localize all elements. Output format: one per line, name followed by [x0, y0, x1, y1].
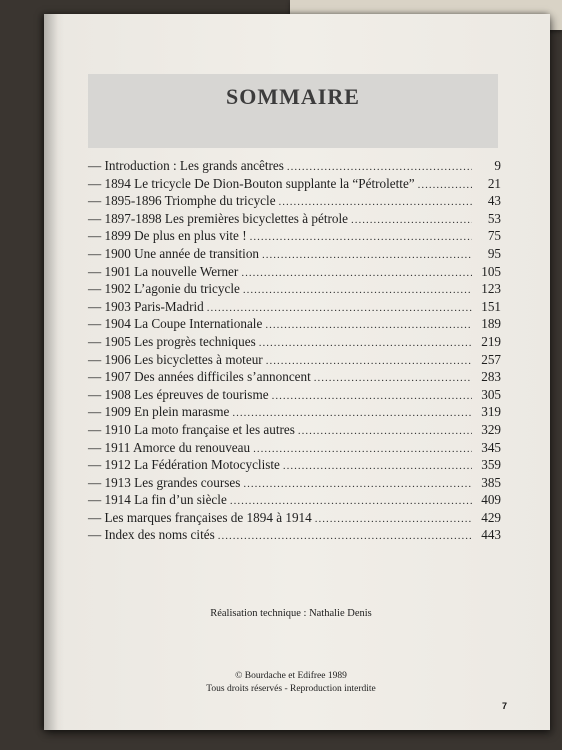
toc-entry-page: 21 — [487, 175, 501, 191]
page-title: SOMMAIRE — [226, 84, 360, 109]
toc-leader-dots — [315, 513, 472, 525]
toc-entry-page: 329 — [481, 421, 501, 437]
toc-entry-label: — 1911 Amorce du renouveau — [88, 439, 251, 455]
toc-leader-dots — [241, 267, 472, 279]
toc-entry-label: — 1914 La fin d’un siècle — [88, 492, 227, 508]
toc-entry-label: — 1904 La Coupe Internationale — [88, 316, 263, 332]
toc-entry-label: — 1907 Des années difficiles s’annoncent — [88, 369, 311, 385]
toc-leader-dots — [351, 214, 472, 226]
toc-leader-dots — [272, 390, 472, 402]
toc-entry — [88, 211, 501, 229]
rights-line: Tous droits réservés - Reproduction interdite — [206, 684, 376, 694]
toc-entry-label: — Les marques françaises de 1894 à 1914 — [88, 509, 312, 525]
toc-leader-dots — [287, 161, 472, 173]
toc-entry — [88, 316, 501, 334]
toc-entry-page: 283 — [481, 369, 501, 385]
page-number: 7 — [501, 701, 507, 711]
toc-entry — [88, 457, 501, 475]
toc-entry-page: 359 — [481, 457, 501, 473]
toc-leader-dots — [262, 249, 472, 261]
toc-entry — [88, 228, 501, 246]
toc-entry-page: 305 — [481, 386, 501, 402]
toc-entry — [88, 404, 501, 422]
toc-entry-page: 151 — [481, 298, 501, 314]
toc-entry-label: — 1912 La Fédération Motocycliste — [88, 457, 280, 473]
toc-entry-page: 257 — [481, 351, 501, 367]
toc-leader-dots — [259, 337, 472, 349]
toc-leader-dots — [283, 460, 472, 472]
copyright-line: © Bourdache et Edifree 1989 — [235, 671, 347, 681]
toc-leader-dots — [230, 495, 472, 507]
toc-leader-dots — [265, 319, 472, 331]
toc-leader-dots — [232, 407, 472, 419]
toc-leader-dots — [243, 478, 472, 490]
toc-entry — [88, 510, 501, 528]
toc-entry-label: — Introduction : Les grands ancêtres — [88, 158, 284, 173]
toc-entry — [88, 334, 501, 352]
credits: Réalisation technique : Nathalie Denis — [210, 608, 372, 619]
toc-leader-dots — [418, 179, 472, 191]
toc-entry — [88, 475, 501, 493]
toc-leader-dots — [250, 231, 472, 243]
toc-entry-page: 105 — [481, 263, 501, 279]
toc-entry-page: 95 — [487, 245, 501, 261]
toc-entry — [88, 246, 501, 264]
toc-entry-page: 443 — [481, 527, 501, 543]
toc-entry-page: 429 — [481, 509, 501, 525]
toc-leader-dots — [314, 372, 472, 384]
toc-entry-label: — 1897-1898 Les premières bicyclettes à pétrole — [88, 210, 348, 226]
toc-entry — [88, 369, 501, 387]
toc-entry — [88, 193, 501, 211]
toc-entry-page: 75 — [487, 228, 501, 244]
toc-entry-page: 43 — [487, 193, 501, 209]
toc-leader-dots — [243, 284, 472, 296]
toc-entry — [88, 299, 501, 317]
toc-leader-dots — [253, 443, 472, 455]
toc-entry-page: 409 — [481, 492, 501, 508]
toc-entry-label: — 1906 Les bicyclettes à moteur — [88, 351, 263, 367]
toc-entry-label: — 1905 Les progrès techniques — [88, 333, 256, 349]
toc-entry-label: — 1913 Les grandes courses — [88, 474, 241, 490]
toc-entry-label: — 1902 L’agonie du tricycle — [88, 281, 240, 297]
toc-entry-page: 9 — [494, 158, 501, 173]
toc-entry-page: 345 — [481, 439, 501, 455]
toc-leader-dots — [266, 355, 472, 367]
toc-entry — [88, 352, 501, 370]
toc-entry-page: 219 — [481, 333, 501, 349]
toc-entry — [88, 264, 501, 282]
toc-entry-page: 123 — [481, 281, 501, 297]
toc-entry-page: 53 — [487, 210, 501, 226]
book-page — [44, 14, 550, 730]
copyright-block — [88, 670, 494, 696]
toc-entry — [88, 387, 501, 405]
toc-leader-dots — [207, 302, 472, 314]
toc-entry-label: — 1895-1896 Triomphe du tricycle — [88, 193, 276, 209]
toc-entry — [88, 158, 501, 176]
toc-entry-label: — 1899 De plus en plus vite ! — [88, 228, 247, 244]
toc-entry — [88, 281, 501, 299]
toc-entry — [88, 527, 501, 545]
toc-entry — [88, 492, 501, 510]
toc-entry-label: — 1908 Les épreuves de tourisme — [88, 386, 269, 402]
toc-entry-page: 189 — [481, 316, 501, 332]
toc-entry-label: — 1903 Paris-Madrid — [88, 298, 204, 314]
toc-entry-label: — 1894 Le tricycle De Dion-Bouton supplante la “Pétrolette” — [88, 175, 415, 191]
toc-entry-page: 385 — [481, 474, 501, 490]
toc-entry-label: — 1900 Une année de transition — [88, 245, 260, 261]
table-of-contents — [88, 158, 501, 545]
spine-shadow — [44, 14, 58, 730]
toc-entry — [88, 440, 501, 458]
toc-entry-page: 319 — [481, 404, 501, 420]
toc-leader-dots — [279, 196, 472, 208]
toc-entry-label: — 1901 La nouvelle Werner — [88, 263, 239, 279]
toc-entry-label: — 1909 En plein marasme — [88, 404, 230, 420]
toc-entry — [88, 176, 501, 194]
toc-entry — [88, 422, 501, 440]
toc-leader-dots — [218, 530, 472, 542]
toc-leader-dots — [298, 425, 472, 437]
toc-entry-label: — Index des noms cités — [88, 527, 215, 543]
toc-entry-label: — 1910 La moto française et les autres — [88, 421, 295, 437]
